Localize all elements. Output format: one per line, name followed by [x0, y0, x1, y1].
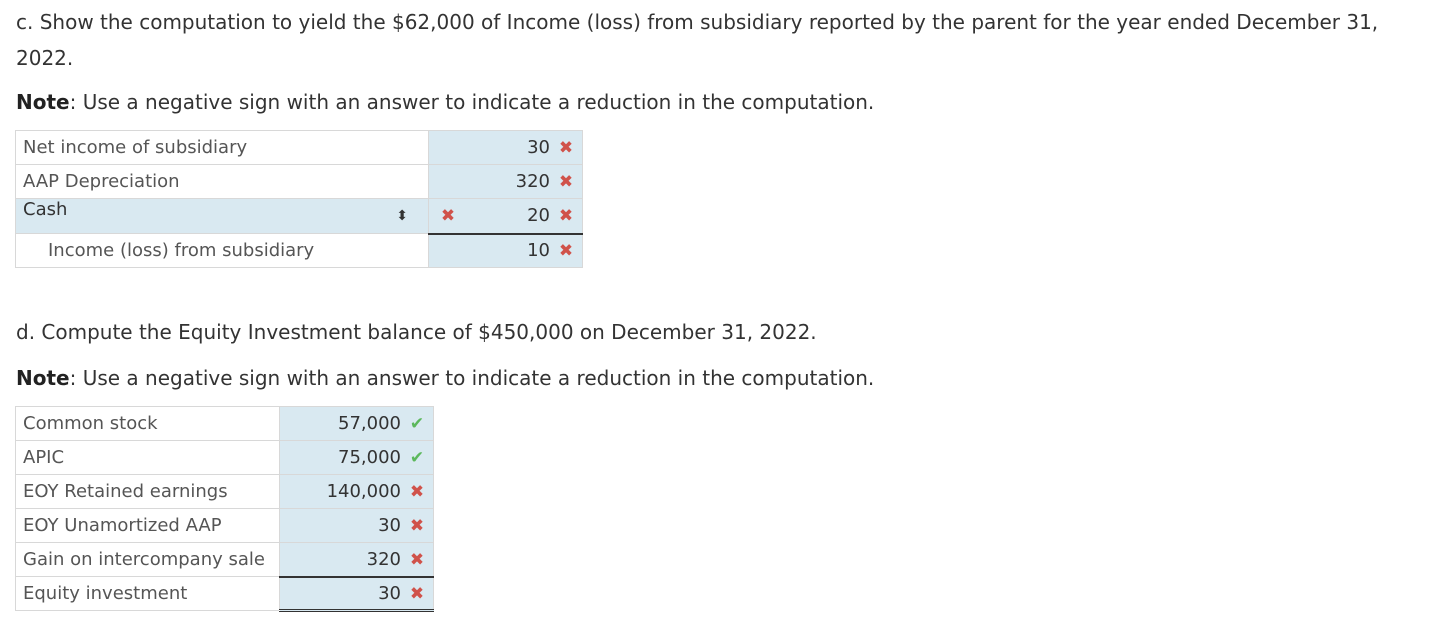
row-label: Net income of subsidiary [16, 131, 429, 165]
incorrect-icon: ✖ [409, 549, 425, 570]
row-label: Equity investment [16, 577, 280, 611]
amount-input[interactable]: 30 ✖ [429, 131, 583, 165]
incorrect-icon: ✖ [409, 482, 425, 502]
amount-input[interactable]: 140,000 ✖ [280, 475, 434, 509]
note-d [16, 365, 874, 391]
incorrect-icon: ✖ [558, 138, 574, 158]
row-label: Gain on intercompany sale [16, 543, 280, 577]
incorrect-icon: ✖ [558, 241, 574, 262]
table-row [16, 509, 434, 543]
table-row [16, 441, 434, 475]
amount-input[interactable]: 320 ✖ [280, 543, 434, 577]
correct-icon: ✔ [409, 414, 425, 434]
table-row [16, 234, 583, 268]
computation-table-c [15, 130, 583, 268]
computation-table-d [15, 406, 434, 612]
note-c-bold: Note [16, 90, 70, 114]
table-row [16, 543, 434, 577]
incorrect-icon: ✖ [409, 583, 425, 604]
row-label: EOY Unamortized AAP [16, 509, 280, 543]
table-row [16, 199, 583, 234]
incorrect-icon: ✖ [409, 516, 425, 536]
amount-input[interactable]: 10 ✖ [429, 234, 583, 268]
table-row [16, 407, 434, 441]
amount-input[interactable]: 30 ✖ [280, 509, 434, 543]
amount-input[interactable]: 20 ✖ [429, 199, 583, 234]
row-label: Common stock [16, 407, 280, 441]
correct-icon: ✔ [409, 448, 425, 468]
row-label: AAP Depreciation [16, 165, 429, 199]
note-d-bold: Note [16, 366, 70, 390]
note-c-text: : Use a negative sign with an answer to indicate a reduction in the computation. [69, 90, 875, 114]
table-row [16, 475, 434, 509]
incorrect-icon: ✖ [558, 172, 574, 192]
select-value: Cash [23, 199, 68, 220]
note-c [16, 89, 874, 115]
table-row [16, 131, 583, 165]
amount-input[interactable]: 75,000 ✔ [280, 441, 434, 475]
row-label: APIC [16, 441, 280, 475]
question-c-line2: 2022. [16, 46, 74, 70]
row-label: EOY Retained earnings [16, 475, 280, 509]
select-incorrect-icon: ✖ [440, 206, 456, 226]
table-row [16, 577, 434, 611]
question-c [16, 4, 1378, 76]
amount-input[interactable]: 320 ✖ [429, 165, 583, 199]
question-d: d. Compute the Equity Investment balance of $450,000 on December 31, 2022. [16, 320, 817, 344]
select-arrows-icon[interactable]: ⬍ [396, 208, 408, 224]
incorrect-icon: ✖ [558, 206, 574, 227]
question-c-line1: c. Show the computation to yield the $62,000 of Income (loss) from subsidiary reported by the parent for the year ended December 31, [16, 10, 1379, 34]
table-row [16, 165, 583, 199]
row-label: Income (loss) from subsidiary [16, 234, 429, 268]
note-d-text: : Use a negative sign with an answer to indicate a reduction in the computation. [69, 366, 875, 390]
cash-select[interactable] [16, 199, 456, 234]
amount-input[interactable]: 57,000 ✔ [280, 407, 434, 441]
amount-input[interactable]: 30 ✖ [280, 577, 434, 611]
